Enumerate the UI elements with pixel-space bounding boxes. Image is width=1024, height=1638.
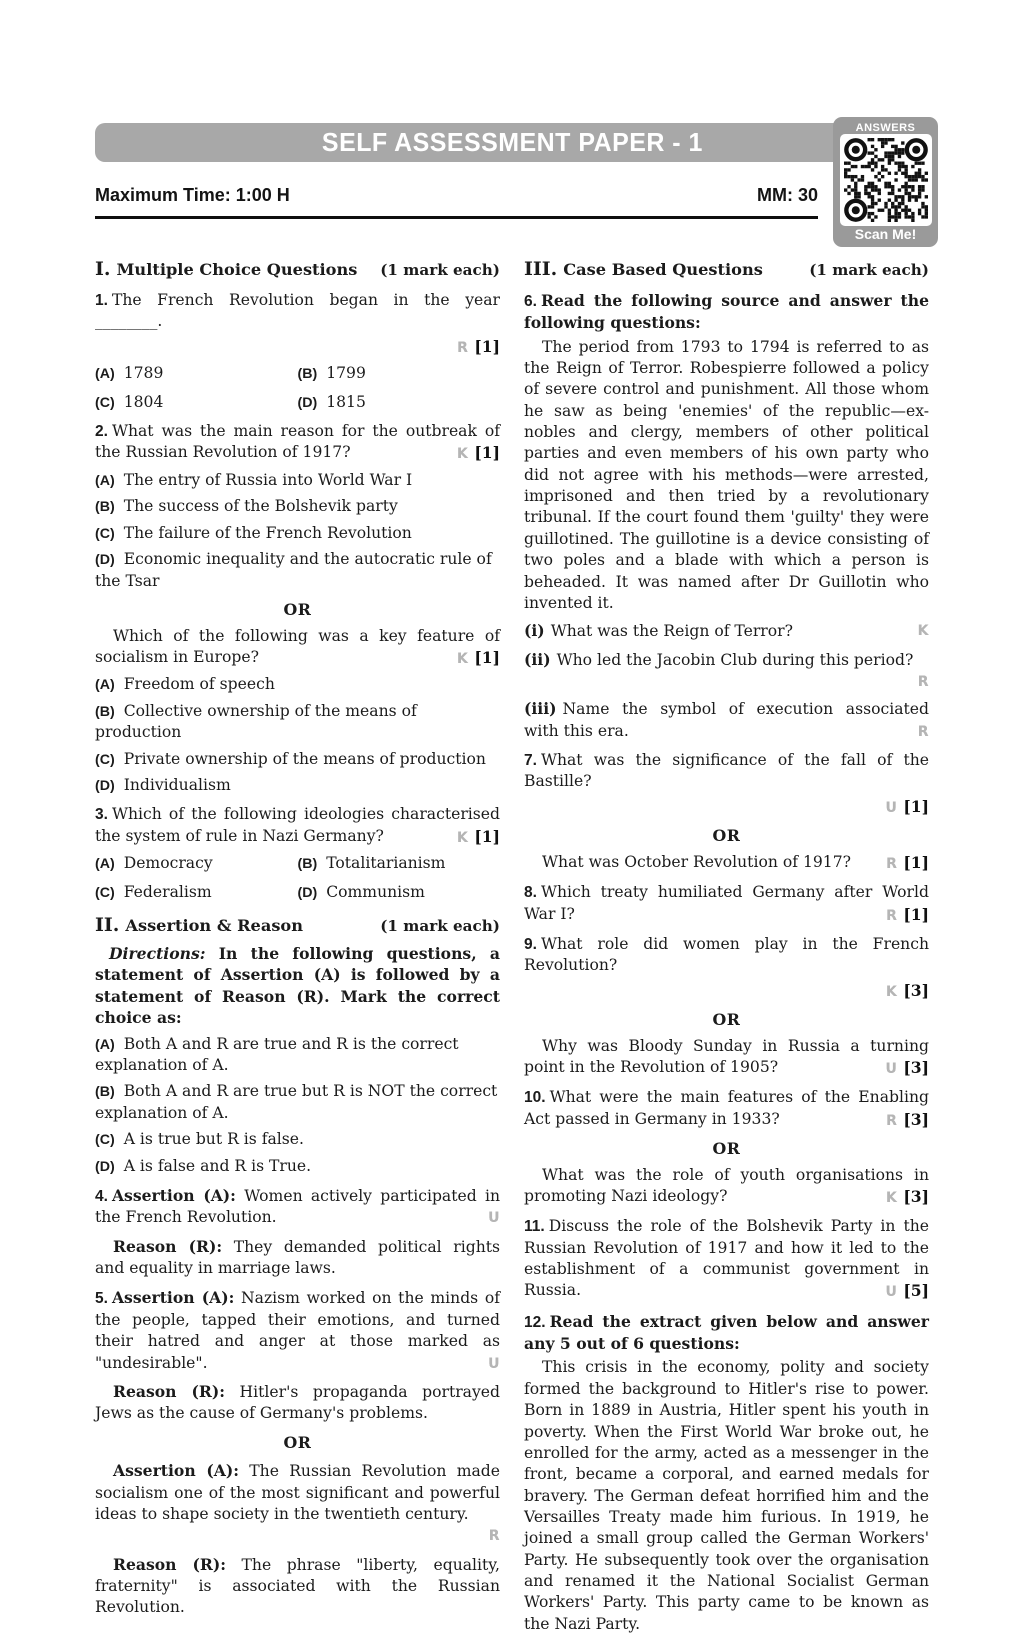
- marks-badge: [1]: [903, 796, 929, 816]
- option-row: (D) Economic inequality and the autocratic rule of the Tsar: [95, 550, 492, 590]
- tag-and-marks: [868, 1057, 929, 1079]
- question-number: 4.: [95, 1188, 108, 1206]
- statement-label: Reason (R):: [113, 1554, 226, 1574]
- option-label: (A): [95, 472, 115, 489]
- question: 9. What role did women play in the French Revolution?: [524, 934, 929, 975]
- option-label: (D): [95, 552, 115, 569]
- question-number: 11.: [524, 1218, 545, 1236]
- option-label: (C): [95, 884, 115, 901]
- cognitive-level-icon: R: [917, 723, 929, 740]
- or-separator: [524, 1138, 929, 1160]
- option-label: (C): [95, 394, 115, 411]
- marks-badge: [1]: [474, 826, 500, 846]
- tag-and-marks-line: [524, 980, 929, 1002]
- option-label: (A): [95, 1036, 115, 1053]
- sub-question: (iii) Name the symbol of execution associated with this era. R: [524, 698, 929, 742]
- marks-badge: [1]: [474, 647, 500, 667]
- tag-and-marks: [457, 826, 500, 848]
- section-numeral: I.: [95, 258, 111, 280]
- options-two-column: [95, 853, 500, 903]
- question-number: 10.: [524, 1089, 546, 1107]
- option-row: (C) 1804: [95, 392, 164, 411]
- option-label: (B): [95, 703, 115, 720]
- option-row: (B) Totalitarianism: [297, 854, 446, 873]
- source-paragraph: This crisis in the economy, polity and society formed the background to Hitler's rise to power. Born in 1889 in Austria, Hitler spent his youth in poverty. When the First World War broke out, he enrolled for the army, acted as a messenger in the front, became a corporal, and earned medals for bravery. The German defeat horrified him and the Versailles Treaty made him furious. In 1919, he joined a small group called the German Workers' Party. He subsequently took over the organisation and renamed it the National Socialist German Workers' Party. This party came to be known as the Nazi Party.: [524, 1358, 929, 1633]
- marks-badge: [5]: [903, 1281, 929, 1301]
- cognitive-level-icon: K: [457, 829, 469, 846]
- or-separator: [95, 599, 500, 621]
- section-marks-note: (1 mark each): [380, 261, 500, 279]
- cognitive-level-icon: R: [886, 1112, 898, 1129]
- cognitive-level-icon: K: [917, 623, 929, 640]
- cognitive-level-icon: K: [457, 446, 469, 463]
- scan-me-label: Scan Me!: [854, 226, 917, 242]
- question: 11. Discuss the role of the Bolshevik Party in the Russian Revolution of 1917 and how it led to the establishment of a communist government in Russia. U [5]: [524, 1216, 929, 1302]
- option-row: (A) Freedom of speech: [95, 675, 275, 694]
- tag-and-marks: [886, 798, 929, 816]
- tag-and-marks-line: [95, 336, 500, 358]
- exam-meta-row: [95, 185, 818, 206]
- tag-and-marks: [886, 904, 929, 926]
- cognitive-level-icon: U: [488, 1210, 500, 1227]
- statement-label: Assertion (A):: [113, 1461, 239, 1481]
- tag-and-marks: [886, 982, 929, 1000]
- option-row: (A) Democracy: [95, 854, 213, 873]
- statement-paragraph: Reason (R): They demanded political rights and equality in marriage laws.: [95, 1236, 501, 1278]
- cognitive-level-icon: K: [886, 1190, 898, 1207]
- question-number: (iii): [524, 699, 557, 719]
- right-column: [524, 247, 929, 1638]
- option-row: (A) Both A and R are true and R is the correct explanation of A.: [95, 1034, 459, 1074]
- section-marks-note: (1 mark each): [380, 917, 500, 936]
- or-label: OR: [712, 1139, 741, 1159]
- statement-label: Reason (R):: [113, 1236, 223, 1256]
- alternative-question: Which of the following was a key feature of socialism in Europe? K [1]: [95, 626, 500, 670]
- question-number: 1.: [95, 292, 108, 310]
- left-column: [95, 247, 500, 1638]
- answers-qr-panel: [833, 117, 938, 247]
- question-number: 6.: [524, 293, 537, 311]
- cognitive-level-icon: R: [488, 1528, 500, 1545]
- cognitive-level-icon: R: [917, 674, 929, 690]
- section-title: Multiple Choice Questions: [116, 260, 358, 279]
- section-marks-note: (1 mark each): [809, 261, 929, 279]
- cognitive-level-icon: U: [488, 1355, 500, 1372]
- tag-and-marks: [868, 852, 929, 874]
- question-number: (ii): [524, 649, 551, 669]
- tag-and-marks: [918, 671, 929, 692]
- marks-badge: [1]: [903, 904, 929, 924]
- cognitive-level-icon: R: [886, 855, 898, 872]
- question-number: 12.: [524, 1313, 546, 1331]
- option-label: (A): [95, 366, 115, 383]
- option-row: (D) Individualism: [95, 775, 231, 794]
- cognitive-level-icon: U: [885, 1060, 898, 1077]
- marks-badge: [3]: [903, 1187, 929, 1207]
- or-separator: [524, 1009, 929, 1031]
- option-row: (B) Collective ownership of the means of production: [95, 701, 417, 742]
- options-two-column: [95, 363, 500, 413]
- question-number: 8.: [524, 884, 537, 902]
- option-row: (B) Both A and R are true but R is NOT the correct explanation of A.: [95, 1082, 498, 1122]
- option-row: (D) Communism: [297, 882, 425, 901]
- assertion-label: Assertion (A):: [111, 1186, 236, 1206]
- or-separator: [524, 825, 929, 847]
- options-list: [95, 674, 500, 796]
- or-label: OR: [283, 599, 312, 619]
- option-row: (C) Private ownership of the means of production: [95, 749, 486, 768]
- assertion-label: Assertion (A):: [111, 1288, 235, 1308]
- marks-badge: [3]: [903, 1109, 929, 1129]
- cognitive-level-icon: U: [885, 1284, 898, 1301]
- tag-and-marks: [918, 721, 929, 742]
- cognitive-level-icon: U: [885, 799, 898, 816]
- question: 6. Read the following source and answer the following questions:: [524, 291, 929, 333]
- option-label: (C): [95, 525, 115, 542]
- question: 7. What was the significance of the fall of the Bastille?: [524, 751, 929, 791]
- option-row: (C) A is true but R is false.: [95, 1130, 304, 1149]
- page-title: SELF ASSESSMENT PAPER - 1: [322, 127, 703, 157]
- option-label: (A): [95, 677, 115, 694]
- marks-badge: [3]: [903, 1057, 929, 1077]
- header-divider: [95, 216, 818, 219]
- option-label: (D): [297, 394, 318, 411]
- question-number: 7.: [524, 752, 537, 770]
- statement-label: Reason (R):: [113, 1381, 225, 1401]
- alternative-question: Why was Bloody Sunday in Russia a turning point in the Revolution of 1905? U [3]: [524, 1036, 929, 1080]
- option-row: (D) 1815: [297, 392, 366, 411]
- tag-and-marks: [886, 1109, 929, 1131]
- marks-badge: [1]: [474, 336, 500, 356]
- or-label: OR: [712, 1009, 741, 1029]
- options-list: [95, 470, 500, 592]
- question-number: (i): [524, 621, 545, 641]
- option-label: (B): [95, 1084, 115, 1101]
- directions: Directions: In the following questions, a statement of Assertion (A) is followed by a statement of Reason (R). Mark the correct choice as:: [95, 944, 501, 1028]
- tag-and-marks: [457, 442, 500, 464]
- sub-question: (i) What was the Reign of Terror? K: [524, 621, 929, 641]
- section-numeral: III.: [524, 258, 558, 280]
- question-number: 9.: [524, 935, 537, 953]
- tag-and-marks: [868, 1186, 929, 1208]
- alternative-question: What was the role of youth organisations in promoting Nazi ideology? K [3]: [524, 1165, 929, 1209]
- question-number: 5.: [95, 1290, 108, 1308]
- alternative-question: What was October Revolution of 1917? R [1]: [524, 852, 929, 874]
- question: 3. Which of the following ideologies characterised the system of rule in Nazi Germany? K [1]: [95, 804, 500, 848]
- directions-label: Directions:: [109, 944, 206, 964]
- tag-and-marks: [439, 647, 500, 669]
- marks-badge: [1]: [474, 443, 500, 463]
- tag-and-marks: [488, 1207, 500, 1228]
- option-label: (D): [297, 884, 318, 901]
- statement-paragraph: Assertion (A): The Russian Revolution made socialism one of the most significant and powerful ideas to shape society in the twentieth century. R: [95, 1460, 500, 1546]
- question: 10. What were the main features of the Enabling Act passed in Germany in 1933? R [3]: [524, 1087, 929, 1131]
- option-label: (D): [95, 777, 115, 794]
- options-list: [95, 1034, 500, 1178]
- cognitive-level-icon: R: [457, 339, 469, 356]
- option-row: (C) The failure of the French Revolution: [95, 523, 412, 542]
- section-header: [95, 912, 500, 938]
- max-time-label: Maximum Time: 1:00 H: [95, 185, 290, 205]
- qr-code: [840, 134, 932, 226]
- question: 2. What was the main reason for the outbreak of the Russian Revolution of 1917? K [1]: [95, 421, 500, 465]
- option-row: (B) The success of the Bolshevik party: [95, 497, 398, 516]
- tag-and-marks: [488, 1353, 500, 1374]
- statement-paragraph: Reason (R): Hitler's propaganda portrayed Jews as the cause of Germany's problems.: [95, 1381, 501, 1423]
- statement-paragraph: Reason (R): The phrase "liberty, equality, fraternity" is associated with the Russian Revolution.: [95, 1554, 500, 1617]
- answers-label: ANSWERS: [855, 122, 916, 134]
- sub-question: (ii) Who led the Jacobin Club during this period? R: [524, 649, 929, 693]
- question: 5. Assertion (A): Nazism worked on the minds of the people, tapped their emotions, and turned their hatred and anger at those marked as "undesirable". U: [95, 1287, 500, 1373]
- marks-badge: [3]: [903, 980, 929, 1000]
- option-row: (B) 1799: [297, 364, 366, 383]
- tag-and-marks: [471, 1525, 500, 1546]
- section-numeral: II.: [95, 914, 120, 937]
- cognitive-level-icon: K: [457, 650, 469, 667]
- qr-pattern: [844, 138, 928, 222]
- source-paragraph: The period from 1793 to 1794 is referred to as the Reign of Terror. Robespierre followed a policy of severe control and punishment. All those whom he saw as being 'enemies' of the republic—ex-nobles and clergy, members of other political parties and even members of his own party who did not agree with his methods—were arrested, imprisoned and then tried by a revolutionary tribunal. If the court found them 'guilty' they were guillotined. The guillotine is a device consisting of two poles and a blade with which a person is beheaded. It was named after Dr Guillotin who invented it.: [524, 337, 929, 612]
- option-row: (C) Federalism: [95, 882, 212, 901]
- tag-and-marks: [886, 1280, 929, 1302]
- section-title: Assertion & Reason: [125, 916, 304, 936]
- section-title: Case Based Questions: [563, 260, 763, 279]
- question: 4. Assertion (A): Women actively participated in the French Revolution. U: [95, 1185, 500, 1229]
- option-label: (A): [95, 856, 115, 873]
- question-number: 2.: [95, 423, 108, 440]
- question: 12. Read the extract given below and answer any 5 out of 6 questions:: [524, 1311, 929, 1354]
- option-label: (B): [95, 499, 115, 516]
- question: 1. The French Revolution began in the year ________.: [95, 291, 500, 331]
- cognitive-level-icon: K: [886, 983, 898, 1000]
- question: 8. Which treaty humiliated Germany after World War I? R [1]: [524, 882, 929, 926]
- tag-and-marks: [918, 620, 929, 641]
- option-row: (A) 1789: [95, 364, 164, 383]
- or-label: OR: [283, 1432, 312, 1452]
- tag-and-marks-line: [524, 796, 929, 818]
- option-label: (B): [297, 856, 318, 873]
- option-row: (D) A is false and R is True.: [95, 1156, 312, 1175]
- option-label: (D): [95, 1158, 115, 1175]
- cognitive-level-icon: R: [886, 907, 898, 924]
- option-row: (A) The entry of Russia into World War I: [95, 470, 413, 489]
- option-label: (C): [95, 751, 115, 768]
- or-label: OR: [712, 826, 741, 846]
- section-header: [95, 256, 500, 282]
- option-label: (B): [297, 366, 318, 383]
- header-banner: [95, 123, 930, 162]
- or-separator: [95, 1432, 500, 1454]
- tag-and-marks: [457, 338, 500, 356]
- section-header: [524, 256, 929, 282]
- marks-badge: [1]: [903, 852, 929, 872]
- question-paper-body: [95, 247, 929, 1638]
- option-label: (C): [95, 1132, 115, 1149]
- question-number: 3.: [95, 806, 108, 824]
- total-marks-label: MM: 30: [756, 185, 818, 205]
